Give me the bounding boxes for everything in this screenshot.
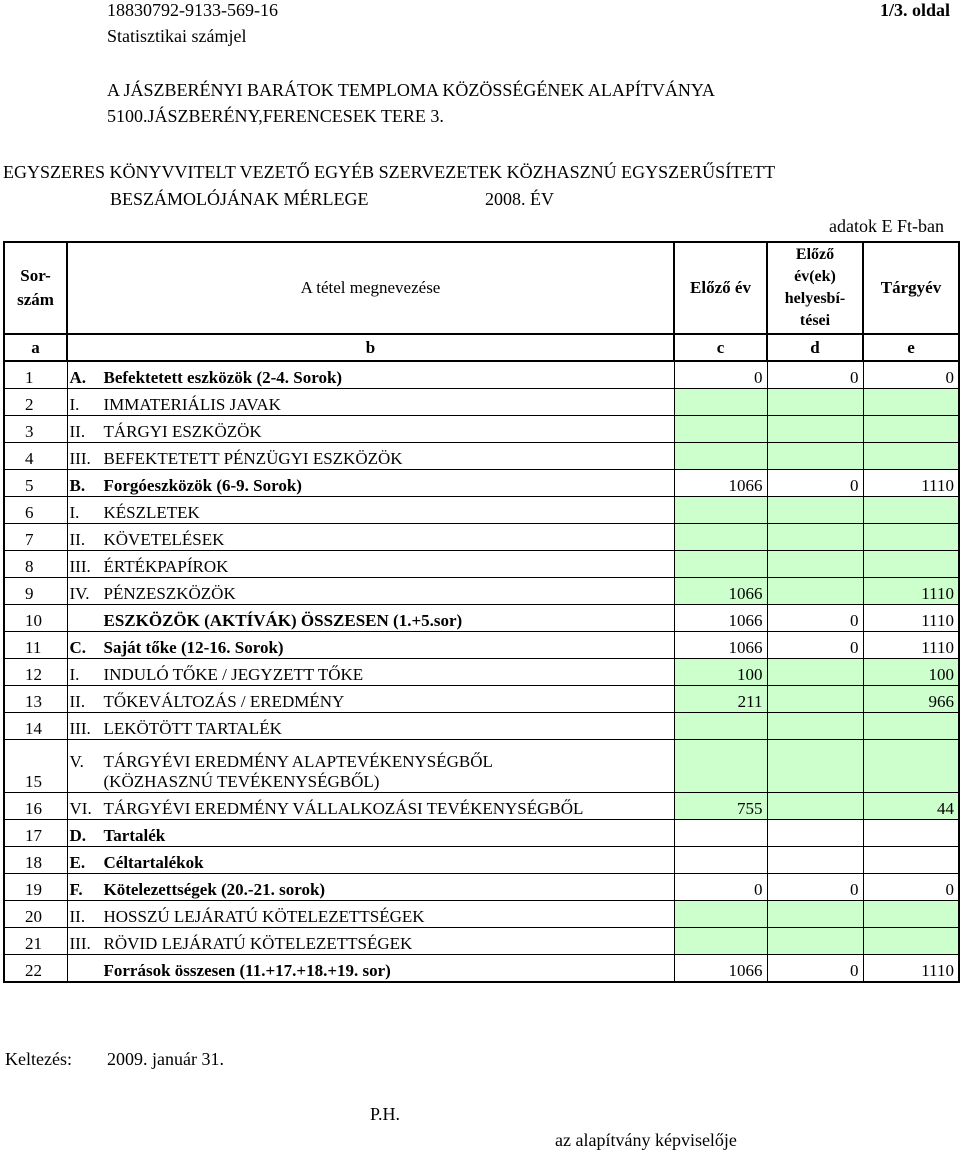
col-header-helyesbites: Előző év(ek) helyesbí- tései xyxy=(767,242,863,334)
row-number: 3 xyxy=(4,416,67,443)
row-label xyxy=(67,524,674,551)
value-elozo-ev xyxy=(674,497,767,524)
row-label-text: ÉRTÉKPAPÍROK xyxy=(103,557,229,576)
value-targyev: 100 xyxy=(863,659,959,686)
col-header-targyev: Tárgyév xyxy=(863,242,959,334)
document-id: 18830792-9133-569-16 xyxy=(107,0,278,20)
value-targyev xyxy=(863,416,959,443)
row-roman: IV. xyxy=(69,584,90,603)
value-elozo-ev xyxy=(674,389,767,416)
row-number: 18 xyxy=(4,847,67,874)
table-row xyxy=(4,928,959,955)
row-label-text: Forgóeszközök (6-9. Sorok) xyxy=(103,476,302,495)
table-row xyxy=(4,955,959,983)
row-label-text: Céltartalékok xyxy=(103,853,204,872)
value-elozo-ev xyxy=(674,740,767,793)
row-label-text: PÉNZESZKÖZÖK xyxy=(103,584,236,603)
table-row xyxy=(4,497,959,524)
signature-line: az alapítvány képviselője xyxy=(555,1130,737,1150)
row-label-line1: TÁRGYÉVI EREDMÉNY ALAPTEVÉKENYSÉGBŐL xyxy=(103,752,493,771)
value-targyev xyxy=(863,740,959,793)
value-helyesbites xyxy=(767,901,863,928)
value-elozo-ev: 0 xyxy=(674,874,767,901)
value-elozo-ev: 1066 xyxy=(674,632,767,659)
statistical-label: Statisztikai számjel xyxy=(107,26,247,46)
value-targyev xyxy=(863,389,959,416)
value-targyev xyxy=(863,901,959,928)
row-label-text: TŐKEVÁLTOZÁS / EREDMÉNY xyxy=(103,692,345,711)
row-label-text: TÁRGYI ESZKÖZÖK xyxy=(103,422,262,441)
value-targyev xyxy=(863,928,959,955)
row-label-text: LEKÖTÖTT TARTALÉK xyxy=(103,719,282,738)
date-value: 2009. január 31. xyxy=(107,1049,224,1069)
value-helyesbites xyxy=(767,686,863,713)
row-roman: II. xyxy=(69,692,86,711)
row-label xyxy=(67,740,674,793)
value-helyesbites xyxy=(767,389,863,416)
row-label-text: Kötelezettségek (20.-21. sorok) xyxy=(103,880,326,899)
value-elozo-ev xyxy=(674,928,767,955)
units-note: adatok E Ft-ban xyxy=(829,216,944,236)
row-label-text: Források összesen (11.+17.+18.+19. sor) xyxy=(103,961,391,980)
value-elozo-ev: 1066 xyxy=(674,605,767,632)
row-roman: I. xyxy=(69,395,80,414)
row-label xyxy=(67,389,674,416)
value-helyesbites xyxy=(767,416,863,443)
value-helyesbites: 0 xyxy=(767,605,863,632)
table-row xyxy=(4,820,959,847)
row-label-text: INDULÓ TŐKE / JEGYZETT TŐKE xyxy=(103,665,364,684)
row-number: 12 xyxy=(4,659,67,686)
value-targyev: 1110 xyxy=(863,955,959,983)
table-row xyxy=(4,416,959,443)
row-roman: VI. xyxy=(69,799,92,818)
table-row xyxy=(4,578,959,605)
table-row xyxy=(4,605,959,632)
table-row xyxy=(4,874,959,901)
value-targyev xyxy=(863,820,959,847)
value-helyesbites: 0 xyxy=(767,874,863,901)
table-row xyxy=(4,901,959,928)
row-roman xyxy=(70,611,104,631)
value-elozo-ev xyxy=(674,713,767,740)
table-row xyxy=(4,659,959,686)
row-label-line2: (KÖZHASZNÚ TEVÉKENYSÉGBŐL) xyxy=(103,772,380,791)
value-helyesbites xyxy=(767,524,863,551)
row-label xyxy=(67,632,674,659)
row-label xyxy=(67,874,674,901)
row-number: 21 xyxy=(4,928,67,955)
value-helyesbites xyxy=(767,740,863,793)
row-label-text: BEFEKTETETT PÉNZÜGYI ESZKÖZÖK xyxy=(103,449,403,468)
balance-sheet-table xyxy=(3,241,960,983)
row-number: 20 xyxy=(4,901,67,928)
row-roman: D. xyxy=(69,826,87,845)
value-helyesbites xyxy=(767,578,863,605)
row-number: 19 xyxy=(4,874,67,901)
row-roman: I. xyxy=(69,503,80,522)
page-number-text: 1/3. oldal xyxy=(880,0,951,20)
row-roman: I. xyxy=(69,665,80,684)
row-label-text: KÉSZLETEK xyxy=(103,503,200,522)
row-label xyxy=(67,578,674,605)
row-roman: F. xyxy=(69,880,83,899)
row-number: 10 xyxy=(4,605,67,632)
value-targyev xyxy=(863,443,959,470)
row-label-text: KÖVETELÉSEK xyxy=(103,530,225,549)
row-number: 11 xyxy=(4,632,67,659)
row-label xyxy=(67,497,674,524)
value-targyev: 0 xyxy=(863,874,959,901)
row-roman: III. xyxy=(69,449,91,468)
row-roman: II. xyxy=(69,907,86,926)
row-number: 22 xyxy=(4,955,67,983)
value-helyesbites xyxy=(767,820,863,847)
row-label-text xyxy=(104,752,493,792)
value-elozo-ev: 100 xyxy=(674,659,767,686)
table-row xyxy=(4,389,959,416)
value-targyev: 1110 xyxy=(863,605,959,632)
row-label xyxy=(67,686,674,713)
row-roman: C. xyxy=(69,638,87,657)
row-label xyxy=(67,470,674,497)
value-helyesbites xyxy=(767,443,863,470)
value-elozo-ev: 0 xyxy=(674,361,767,389)
row-label xyxy=(67,659,674,686)
value-targyev: 1110 xyxy=(863,578,959,605)
row-label-text: Befektetett eszközök (2-4. Sorok) xyxy=(103,368,343,387)
row-label-text: TÁRGYÉVI EREDMÉNY VÁLLALKOZÁSI TEVÉKENYSÉGBŐL xyxy=(103,799,584,818)
row-roman xyxy=(70,961,104,981)
value-elozo-ev: 1066 xyxy=(674,955,767,983)
table-row xyxy=(4,551,959,578)
value-targyev xyxy=(863,524,959,551)
table-row xyxy=(4,470,959,497)
value-helyesbites xyxy=(767,847,863,874)
value-elozo-ev xyxy=(674,443,767,470)
value-helyesbites xyxy=(767,793,863,820)
row-roman: II. xyxy=(69,530,86,549)
letter-a: a xyxy=(4,334,67,361)
value-helyesbites: 0 xyxy=(767,361,863,389)
row-label-text: Tartalék xyxy=(103,826,166,845)
table-header-row xyxy=(4,242,959,334)
value-helyesbites xyxy=(767,928,863,955)
value-helyesbites: 0 xyxy=(767,470,863,497)
table-row xyxy=(4,713,959,740)
table-row xyxy=(4,740,959,793)
row-label xyxy=(67,605,674,632)
value-targyev: 966 xyxy=(863,686,959,713)
row-label xyxy=(67,713,674,740)
value-helyesbites xyxy=(767,551,863,578)
table-row xyxy=(4,847,959,874)
row-label xyxy=(67,820,674,847)
row-label-text: HOSSZÚ LEJÁRATÚ KÖTELEZETTSÉGEK xyxy=(103,907,425,926)
value-elozo-ev xyxy=(674,524,767,551)
col-header-sorszam: Sor- szám xyxy=(4,242,67,334)
table-row xyxy=(4,632,959,659)
table-row xyxy=(4,686,959,713)
row-roman: E. xyxy=(69,853,86,872)
value-targyev xyxy=(863,551,959,578)
row-number: 17 xyxy=(4,820,67,847)
value-targyev xyxy=(863,497,959,524)
organization-address: 5100.JÁSZBERÉNY,FERENCESEK TERE 3. xyxy=(107,106,444,126)
value-helyesbites xyxy=(767,713,863,740)
row-number: 2 xyxy=(4,389,67,416)
value-helyesbites: 0 xyxy=(767,632,863,659)
row-label xyxy=(67,928,674,955)
letter-d: d xyxy=(767,334,863,361)
value-helyesbites xyxy=(767,497,863,524)
col-header-elozo-ev: Előző év xyxy=(674,242,767,334)
row-label-text: IMMATERIÁLIS JAVAK xyxy=(103,395,281,414)
row-number: 6 xyxy=(4,497,67,524)
date-label: Keltezés: xyxy=(5,1049,72,1069)
organization-name: A JÁSZBERÉNYI BARÁTOK TEMPLOMA KÖZÖSSÉGÉNEK ALAPÍTVÁNYA xyxy=(107,80,715,100)
value-elozo-ev: 755 xyxy=(674,793,767,820)
table-row xyxy=(4,524,959,551)
value-elozo-ev: 1066 xyxy=(674,470,767,497)
value-elozo-ev xyxy=(674,901,767,928)
row-roman: B. xyxy=(69,476,86,495)
letter-e: e xyxy=(863,334,959,361)
stamp-placeholder: P.H. xyxy=(370,1104,401,1124)
row-label xyxy=(67,416,674,443)
value-elozo-ev: 1066 xyxy=(674,578,767,605)
value-helyesbites: 0 xyxy=(767,955,863,983)
report-title-line2: BESZÁMOLÓJÁNAK MÉRLEGE xyxy=(110,189,369,209)
row-roman: II. xyxy=(69,422,86,441)
report-year: 2008. ÉV xyxy=(485,189,554,209)
value-targyev xyxy=(863,847,959,874)
row-roman: V. xyxy=(69,752,84,771)
row-number: 8 xyxy=(4,551,67,578)
value-elozo-ev: 211 xyxy=(674,686,767,713)
row-label xyxy=(67,793,674,820)
value-elozo-ev xyxy=(674,551,767,578)
row-roman: A. xyxy=(69,368,87,387)
table-row xyxy=(4,361,959,389)
row-number: 4 xyxy=(4,443,67,470)
row-number: 13 xyxy=(4,686,67,713)
row-label-text: Saját tőke (12-16. Sorok) xyxy=(103,638,284,657)
value-targyev: 44 xyxy=(863,793,959,820)
col-header-tetel: A tétel megnevezése xyxy=(67,242,674,334)
row-number: 16 xyxy=(4,793,67,820)
row-label xyxy=(67,955,674,983)
row-number: 5 xyxy=(4,470,67,497)
row-roman: III. xyxy=(69,719,91,738)
row-number: 14 xyxy=(4,713,67,740)
value-targyev: 1110 xyxy=(863,470,959,497)
letter-c: c xyxy=(674,334,767,361)
row-number: 7 xyxy=(4,524,67,551)
value-elozo-ev xyxy=(674,820,767,847)
row-label xyxy=(67,443,674,470)
report-title-line1: EGYSZERES KÖNYVVITELT VEZETŐ EGYÉB SZERVEZETEK KÖZHASZNÚ EGYSZERŰSÍTETT xyxy=(3,162,776,182)
row-number: 1 xyxy=(4,361,67,389)
value-helyesbites xyxy=(767,659,863,686)
table-row xyxy=(4,443,959,470)
table-row xyxy=(4,793,959,820)
row-number: 9 xyxy=(4,578,67,605)
value-targyev: 0 xyxy=(863,361,959,389)
row-roman: III. xyxy=(69,557,91,576)
row-label xyxy=(67,901,674,928)
value-elozo-ev xyxy=(674,416,767,443)
row-number: 15 xyxy=(4,740,67,793)
row-label xyxy=(67,361,674,389)
value-targyev: 1110 xyxy=(863,632,959,659)
letter-b: b xyxy=(67,334,674,361)
value-elozo-ev xyxy=(674,847,767,874)
row-label-text: ESZKÖZÖK (AKTÍVÁK) ÖSSZESEN (1.+5.sor) xyxy=(103,611,463,630)
value-targyev xyxy=(863,713,959,740)
page-number xyxy=(880,0,950,21)
row-label xyxy=(67,847,674,874)
row-label-text: RÖVID LEJÁRATÚ KÖTELEZETTSÉGEK xyxy=(103,934,413,953)
row-label xyxy=(67,551,674,578)
row-roman: III. xyxy=(69,934,91,953)
letter-row xyxy=(4,334,959,361)
